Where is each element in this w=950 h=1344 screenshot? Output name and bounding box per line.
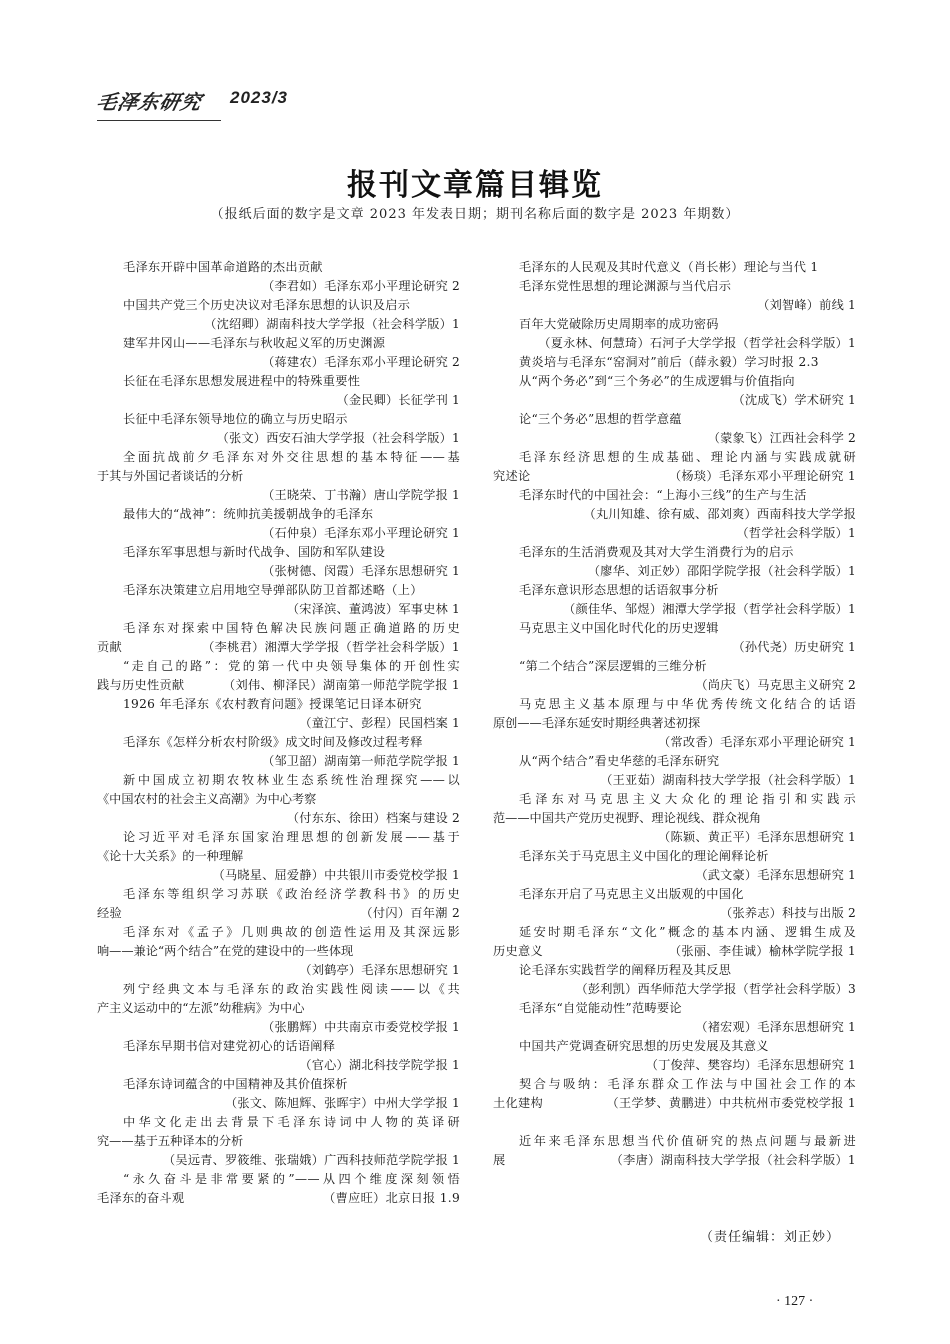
article-source: （刘鹤亭）毛泽东思想研究 1 — [299, 963, 460, 977]
article-title: “第二个结合”深层逻辑的三维分析 — [519, 659, 707, 673]
article-title-with-source: 毛泽东的人民观及其时代意义（肖长彬）理论与当代 1 — [519, 260, 819, 274]
article-title: “永久奋斗是非常要紧的”——从四个维度深刻领悟 — [123, 1172, 460, 1186]
article-source: （杨琰）毛泽东邓小平理论研究 1 — [668, 469, 856, 483]
article-title: 延安时期毛泽东“文化”概念的基本内涵、逻辑生成及 — [519, 925, 856, 939]
article-source: （付闪）百年潮 2 — [360, 906, 460, 920]
article-entry — [97, 771, 460, 828]
article-title-cont: 响——兼论“两个结合”在党的建设中的一些体现 — [97, 944, 354, 958]
article-title: 全面抗战前夕毛泽东对外交往思想的基本特征——基 — [123, 450, 460, 464]
article-title: 马克思主义中国化时代化的历史逻辑 — [519, 621, 719, 635]
article-source: （廖华、刘正妙）邵阳学院学报（社会科学版）1 — [587, 564, 856, 578]
article-entry — [97, 619, 460, 657]
article-entry — [493, 486, 856, 543]
article-title-cont-with-source — [97, 638, 460, 657]
article-title: 毛泽东早期书信对建党初心的话语阐释 — [123, 1039, 336, 1053]
article-title-cont-with-source — [97, 1189, 460, 1208]
article-entry — [493, 923, 856, 961]
article-title-cont-with-source — [493, 942, 856, 961]
article-title: 毛泽东关于马克思主义中国化的理论阐释论析 — [519, 849, 769, 863]
article-entry — [97, 258, 460, 296]
article-title: 近年来毛泽东思想当代价值研究的热点问题与最新进 — [519, 1134, 856, 1148]
article-title: 新中国成立初期农牧林业生态系统性治理探究——以 — [123, 773, 460, 787]
article-title-cont: 践与历史性贡献 — [97, 678, 185, 692]
article-entry — [493, 448, 856, 486]
article-entry — [493, 1132, 856, 1170]
article-source: （马晓星、屈爱静）中共银川市委党校学报 1 — [212, 868, 460, 882]
article-title: 长征在毛泽东思想发展进程中的特殊重要性 — [123, 374, 361, 388]
article-source: （沈绍卿）湖南科技大学学报（社会科学版）1 — [204, 317, 460, 331]
article-source: （夏永林、何慧琦）石河子大学学报（哲学社会科学版）1 — [538, 336, 856, 350]
article-title-cont: 经验 — [97, 906, 122, 920]
article-source: （孙代尧）历史研究 1 — [732, 640, 856, 654]
article-title: 1926 年毛泽东《农村教育问题》授课笔记日译本研究 — [123, 697, 422, 711]
article-title: 毛泽东开辟中国革命道路的杰出贡献 — [123, 260, 323, 274]
article-source: （李唐）湖南科技大学学报（社会科学版）1 — [610, 1153, 856, 1167]
article-title: 长征中毛泽东领导地位的确立与历史昭示 — [123, 412, 348, 426]
article-entry — [97, 296, 460, 334]
article-title: 论毛泽东实践哲学的阐释历程及其反思 — [519, 963, 732, 977]
article-source: （邹卫韶）湖南第一师范学院学报 1 — [262, 754, 460, 768]
article-entry — [493, 1075, 856, 1113]
article-title: 百年大党破除历史周期率的成功密码 — [519, 317, 719, 331]
article-source: （王亚茹）湖南科技大学学报（社会科学版）1 — [600, 773, 856, 787]
article-title: 毛泽东等组织学习苏联《政治经济学教科书》的历史 — [123, 887, 460, 901]
issue-number: 2023/3 — [230, 88, 288, 107]
article-title: 毛泽东时代的中国社会：“上海小三线”的生产与生活 — [519, 488, 807, 502]
article-entry — [493, 353, 856, 372]
article-title: 毛泽东对《孟子》几则典故的创造性运用及其深远影 — [123, 925, 460, 939]
article-source: （刘伟、柳泽民）湖南第一师范学院学报 1 — [222, 678, 460, 692]
article-title: 毛泽东“自觉能动性”范畴要论 — [519, 1001, 682, 1015]
article-title-cont-with-source — [97, 676, 460, 695]
spacer — [493, 1113, 856, 1132]
article-entry — [97, 410, 460, 448]
article-entry — [493, 1037, 856, 1075]
article-source: （李桃君）湘潭大学学报（哲学社会科学版）1 — [202, 640, 460, 654]
article-entry — [97, 581, 460, 619]
article-title: 中国共产党调查研究思想的历史发展及其意义 — [519, 1039, 769, 1053]
article-source: （张丽、李佳诚）榆林学院学报 1 — [668, 944, 856, 958]
article-title: “走自己的路”：党的第一代中央领导集体的开创性实 — [123, 659, 460, 673]
article-title: 毛泽东经济思想的生成基础、理论内涵与实践成就研 — [519, 450, 856, 464]
article-title: 毛泽东对马克思主义大众化的理论指引和实践示 — [519, 792, 856, 806]
article-source-cont: （哲学社会科学版）1 — [736, 526, 856, 540]
article-source: （陈颖、黄正平）毛泽东思想研究 1 — [658, 830, 856, 844]
left-column — [97, 258, 460, 1208]
article-title: 毛泽东开启了马克思主义出版观的中国化 — [519, 887, 744, 901]
page-number: · 127 · — [776, 1294, 814, 1309]
article-entry — [97, 1113, 460, 1170]
article-source: （王学梦、黄鹏进）中共杭州市委党校学报 1 — [606, 1096, 856, 1110]
article-entry — [493, 790, 856, 847]
journal-logo: 毛泽东研究 — [94, 90, 205, 114]
article-source: （武文豪）毛泽东思想研究 1 — [695, 868, 856, 882]
article-entry — [493, 999, 856, 1037]
article-title-cont-with-source — [493, 1094, 856, 1113]
article-title: 毛泽东军事思想与新时代战争、国防和军队建设 — [123, 545, 386, 559]
article-entry — [97, 505, 460, 543]
article-source: （张文、陈旭辉、张晖宇）中州大学学报 1 — [224, 1096, 460, 1110]
article-source: （曹应旺）北京日报 1.9 — [323, 1191, 460, 1205]
article-entry — [493, 847, 856, 885]
article-title: 最伟大的“战神”：统帅抗美援朝战争的毛泽东 — [123, 507, 374, 521]
page-subtitle: （报纸后面的数字是文章 2023 年发表日期；期刊名称后面的数字是 2023 年期数） — [210, 207, 740, 222]
article-title: 论“三个务必”思想的哲学意蕴 — [519, 412, 682, 426]
article-title: 从“两个结合”看史华慈的毛泽东研究 — [519, 754, 720, 768]
journal-header — [94, 86, 288, 120]
article-source: （沈成飞）学术研究 1 — [732, 393, 856, 407]
article-entry — [493, 315, 856, 353]
article-title-cont: 于其与外国记者谈话的分析 — [97, 469, 244, 483]
responsible-editor: （责任编辑：刘正妙） — [700, 1230, 841, 1245]
article-entry — [97, 733, 460, 771]
article-title: 毛泽东《怎样分析农村阶级》成文时间及修改过程考释 — [123, 735, 423, 749]
article-source: （褚宏观）毛泽东思想研究 1 — [695, 1020, 856, 1034]
article-title: 契合与吸纳：毛泽东群众工作法与中国社会工作的本 — [519, 1077, 856, 1091]
article-source: （蒋建农）毛泽东邓小平理论研究 2 — [262, 355, 460, 369]
article-source: （金民卿）长征学刊 1 — [336, 393, 460, 407]
article-entry — [493, 372, 856, 410]
article-title: 从“两个务必”到“三个务必”的生成逻辑与价值指向 — [519, 374, 795, 388]
article-title: 毛泽东决策建立启用地空导弹部队防卫首都述略（上） — [123, 583, 423, 597]
article-title: 列宁经典文本与毛泽东的政治实践性阅读——以《共 — [123, 982, 460, 996]
article-source: （尚庆飞）马克思主义研究 2 — [695, 678, 856, 692]
article-entry — [97, 543, 460, 581]
article-entry — [97, 372, 460, 410]
article-title-cont: 究述论 — [493, 469, 531, 483]
article-title: 毛泽东的生活消费观及其对大学生消费行为的启示 — [519, 545, 794, 559]
article-source: （蒙象飞）江西社会科学 2 — [707, 431, 856, 445]
article-title-cont-with-source — [97, 904, 460, 923]
article-title-with-source: 黄炎培与毛泽东“窑洞对”前后（薛永毅）学习时报 2.3 — [519, 355, 819, 369]
article-title-cont: 毛泽东的奋斗观 — [97, 1191, 185, 1205]
article-entry — [97, 885, 460, 923]
article-title-cont: 产主义运动中的“左派”幼稚病》为中心 — [97, 1001, 305, 1015]
article-source: （丸川知雄、徐有威、邵刘爽）西南科技大学学报 — [583, 507, 856, 521]
article-title-cont: 原创——毛泽东延安时期经典著述初探 — [493, 716, 701, 730]
article-source: （吴远青、罗筱维、张瑞娥）广西科技师范学院学报 1 — [163, 1153, 460, 1167]
article-entry — [97, 1075, 460, 1113]
article-source: （张养志）科技与出版 2 — [720, 906, 856, 920]
article-title: 中华文化走出去背景下毛泽东诗词中人物的英译研 — [123, 1115, 460, 1129]
article-source: （官心）湖北科技学院学报 1 — [299, 1058, 460, 1072]
article-entry — [97, 448, 460, 505]
article-entry — [493, 410, 856, 448]
article-title-cont: 范——中国共产党历史视野、理论视线、群众视角 — [493, 811, 762, 825]
article-source: （付东东、徐田）档案与建设 2 — [286, 811, 460, 825]
article-entry — [493, 258, 856, 277]
article-source: （张树德、闵霞）毛泽东思想研究 1 — [262, 564, 460, 578]
page-title: 报刊文章篇目辑览 — [347, 168, 603, 203]
article-source: （常改香）毛泽东邓小平理论研究 1 — [658, 735, 856, 749]
article-entry — [97, 1170, 460, 1208]
article-entry — [493, 961, 856, 999]
article-entry — [97, 980, 460, 1037]
article-entry — [97, 695, 460, 733]
article-title: 毛泽东诗词蕴含的中国精神及其价值探析 — [123, 1077, 348, 1091]
article-title-cont: 贡献 — [97, 640, 122, 654]
article-title-cont: 《中国农村的社会主义高潮》为中心考察 — [97, 792, 317, 806]
article-source: （颜佳华、邹煜）湘潭大学学报（哲学社会科学版）1 — [563, 602, 856, 616]
article-title-cont-with-source — [493, 1151, 856, 1170]
article-title: 中国共产党三个历史决议对毛泽东思想的认识及启示 — [123, 298, 411, 312]
article-title: 论习近平对毛泽东国家治理思想的创新发展——基于 — [123, 830, 460, 844]
article-title: 建军井冈山——毛泽东与秋收起义军的历史渊源 — [123, 336, 386, 350]
article-source: （彭利凯）西华师范大学学报（哲学社会科学版）3 — [575, 982, 856, 996]
article-source: （丁俊萍、樊容均）毛泽东思想研究 1 — [645, 1058, 856, 1072]
article-entry — [493, 657, 856, 695]
article-title-cont: 展 — [493, 1153, 506, 1167]
article-entry — [493, 752, 856, 790]
article-title: 毛泽东党性思想的理论渊源与当代启示 — [519, 279, 732, 293]
article-entry — [493, 581, 856, 619]
article-title-cont: 土化建构 — [493, 1096, 543, 1110]
article-title: 马克思主义基本原理与中华优秀传统文化结合的话语 — [519, 697, 856, 711]
article-entry — [493, 695, 856, 752]
article-title-cont: 究——基于五种译本的分析 — [97, 1134, 244, 1148]
article-entry — [493, 277, 856, 315]
article-entry — [493, 543, 856, 581]
article-entry — [97, 1037, 460, 1075]
article-entry — [97, 657, 460, 695]
article-source: （童江宁、彭程）民国档案 1 — [299, 716, 460, 730]
article-entry — [97, 334, 460, 372]
article-entry — [493, 619, 856, 657]
article-source: （李君如）毛泽东邓小平理论研究 2 — [262, 279, 460, 293]
article-entry — [97, 923, 460, 980]
article-source: （张鹏辉）中共南京市委党校学报 1 — [262, 1020, 460, 1034]
article-source: （刘智峰）前线 1 — [757, 298, 856, 312]
article-entry — [493, 885, 856, 923]
right-column — [493, 258, 856, 1170]
article-source: （张文）西安石油大学学报（社会科学版）1 — [216, 431, 460, 445]
article-title-cont-with-source — [493, 467, 856, 486]
article-source: （王晓荣、丁书瀚）唐山学院学报 1 — [262, 488, 460, 502]
article-entry — [97, 828, 460, 885]
article-source: （石仲泉）毛泽东邓小平理论研究 1 — [262, 526, 460, 540]
article-title: 毛泽东意识形态思想的话语叙事分析 — [519, 583, 719, 597]
article-source: （宋泽滨、董鸿波）军事史林 1 — [286, 602, 460, 616]
article-title-cont: 《论十大关系》的一种理解 — [97, 849, 244, 863]
article-title: 毛泽东对探索中国特色解决民族问题正确道路的历史 — [123, 621, 460, 635]
header-rule — [97, 120, 221, 121]
article-title-cont: 历史意义 — [493, 944, 543, 958]
